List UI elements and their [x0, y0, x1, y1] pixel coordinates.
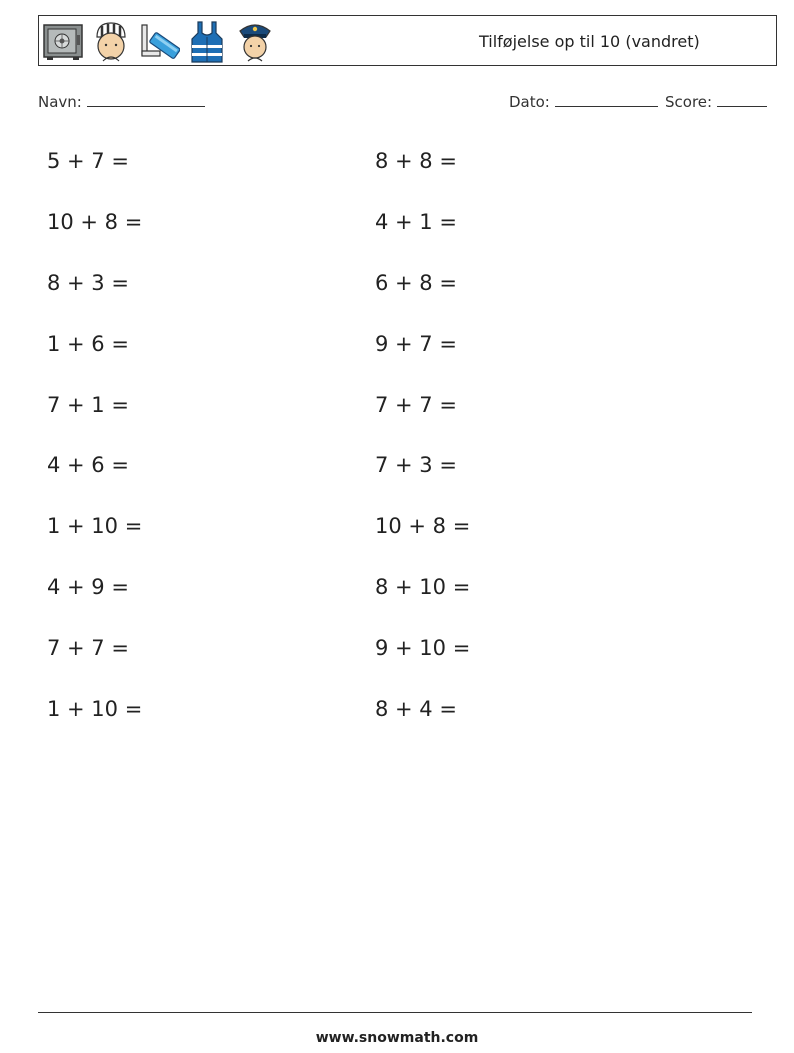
- score-label: Score:: [665, 93, 713, 111]
- safe-icon: [42, 19, 84, 64]
- problem-left-9: 7 + 7 =: [47, 636, 129, 660]
- problem-right-7: 10 + 8 =: [375, 514, 471, 538]
- problem-left-7: 1 + 10 =: [47, 514, 143, 538]
- police-officer-icon: [234, 19, 276, 64]
- problem-right-1: 8 + 8 =: [375, 149, 457, 173]
- date-label: Dato:: [509, 93, 550, 111]
- problem-left-3: 8 + 3 =: [47, 271, 129, 295]
- problem-left-10: 1 + 10 =: [47, 697, 143, 721]
- footer-divider: [38, 1012, 752, 1013]
- problem-left-4: 1 + 6 =: [47, 332, 129, 356]
- name-label: Navn:: [38, 93, 82, 111]
- problem-right-9: 9 + 10 =: [375, 636, 471, 660]
- problem-left-6: 4 + 6 =: [47, 453, 129, 477]
- worksheet-header: [38, 15, 777, 66]
- problem-right-4: 9 + 7 =: [375, 332, 457, 356]
- prisoner-icon: [90, 19, 132, 64]
- name-blank[interactable]: [87, 92, 205, 107]
- problem-right-2: 4 + 1 =: [375, 210, 457, 234]
- date-field: [509, 92, 658, 111]
- name-field: [38, 92, 205, 111]
- date-blank[interactable]: [555, 92, 658, 107]
- problem-left-2: 10 + 8 =: [47, 210, 143, 234]
- tape-dispenser-icon: [138, 19, 180, 64]
- police-vest-icon: [186, 19, 228, 64]
- score-blank[interactable]: [717, 92, 767, 107]
- worksheet-title: Tilføjelse op til 10 (vandret): [479, 32, 700, 51]
- problem-left-8: 4 + 9 =: [47, 575, 129, 599]
- problem-right-10: 8 + 4 =: [375, 697, 457, 721]
- problem-left-5: 7 + 1 =: [47, 393, 129, 417]
- icon-strip: [42, 19, 276, 64]
- score-field: [665, 92, 767, 111]
- problem-left-1: 5 + 7 =: [47, 149, 129, 173]
- problem-right-3: 6 + 8 =: [375, 271, 457, 295]
- problem-right-5: 7 + 7 =: [375, 393, 457, 417]
- problem-right-8: 8 + 10 =: [375, 575, 471, 599]
- footer-url[interactable]: www.snowmath.com: [315, 1030, 479, 1046]
- problem-right-6: 7 + 3 =: [375, 453, 457, 477]
